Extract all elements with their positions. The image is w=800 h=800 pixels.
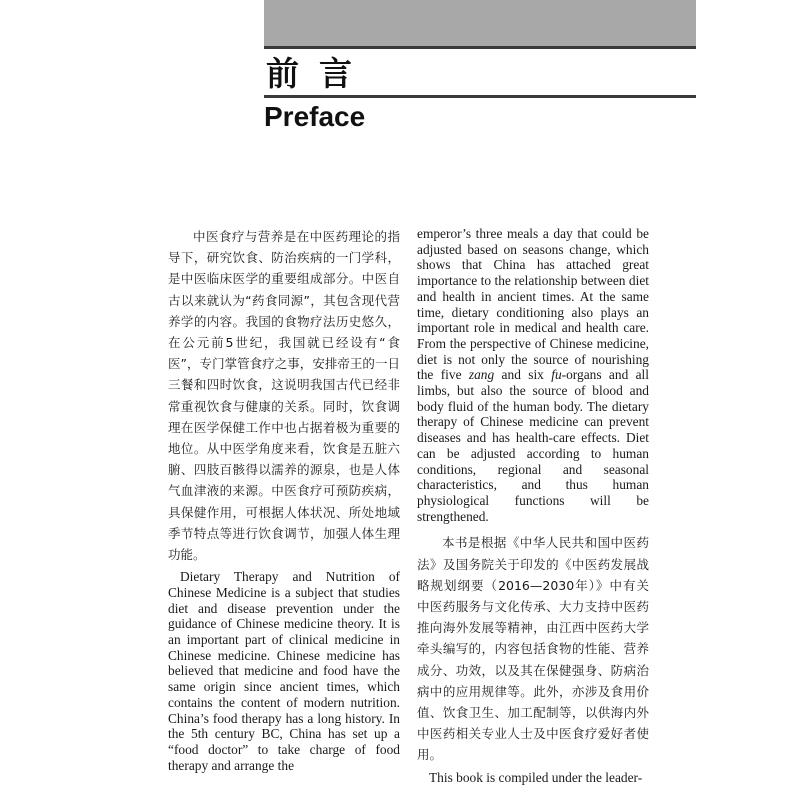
header-gray-band (264, 0, 696, 46)
english-paragraph-compilation-start: This book is compiled under the leader- (429, 769, 643, 785)
chinese-paragraph-intro: 中医食疗与营养是在中医药理论的指导下，研究饮食、防治疾病的一门学科，是中医临床医学的重要组成部分。中医自古以来就认为“药食同源”，其包含现代营养学的内容。我国的食物疗法历史悠久，在公元前5世纪，我国就已经设有“食医”，专门掌管食疗之事，安排帝王的一日三餐和四时饮食，这说明我国古代已经非常重视饮食与健康的关系。同时，饮食调理在医学保健工作中也占据着极为重要的地位。从中医学角度来看，饮食是五脏六腑、四肢百骸得以濡养的源泉，也是人体气血津液的来源。中医食疗可预防疾病，具保健作用，可根据人体状况、所处地域季节特点等进行饮食调节，加强人体生理功能。 (168, 229, 400, 563)
text-run: emperor’s three meals a day that could be adjusted based on seasons change, which shows that China has attached great importance to the relationship between diet and health in ancient times. At the same time, dietary conditioning also plays an important role in medical and health care. From the perspective of Chinese medicine, diet is not only the source of nourishing the five (417, 226, 649, 383)
text-run: and six (494, 367, 552, 383)
chinese-paragraph-compilation: 本书是根据《中华人民共和国中医药法》及国务院关于印发的《中医药发展战略规划纲要（2016—2030年）》中有关中医药服务与文化传承、大力支持中医药推向海外发展等精神，由江西中医药大学牵头编写的，内容包括食物的性能、营养成分、功效，以及其在保健强身、防病治病中的应用规律等。此外，亦涉及食用价值、饮食卫生、加工配制等，以供海内外中医药相关专业人士及中医食疗爱好者使用。 (417, 535, 649, 763)
header-rule-top (264, 46, 696, 49)
page-title-english: Preface (264, 101, 366, 132)
english-paragraph-continuation (417, 226, 649, 524)
english-paragraph-intro: Dietary Therapy and Nutrition of Chinese Medicine is a subject that studies diet and disease prevention under the guidance of Chinese medicine theory. It is an important part of clinical medicine in Chinese medicine. Chinese medicine has believed that medicine and food have the same origin since ancient times, which contains the content of modern nutrition. China’s food therapy has a long history. In the 5th century BC, China has set up a “food doctor” to take charge of food therapy and arrange the (168, 569, 400, 773)
right-column (417, 226, 649, 793)
left-column (168, 226, 400, 781)
italic-term-zang: zang (468, 367, 495, 383)
text-run: -organs and all limbs, but also the source of blood and body fluid of the human body. The dietary therapy of Chinese medicine can prevent diseases and has health-care effects. Diet can be adjusted according to human conditions, regional and seasonal characteristics, and thus human physiological functions will be strengthened. (417, 367, 649, 524)
page-title-chinese: 前言 (266, 54, 372, 93)
italic-term-fu: fu (551, 367, 562, 383)
header-rule-bottom (264, 95, 696, 98)
